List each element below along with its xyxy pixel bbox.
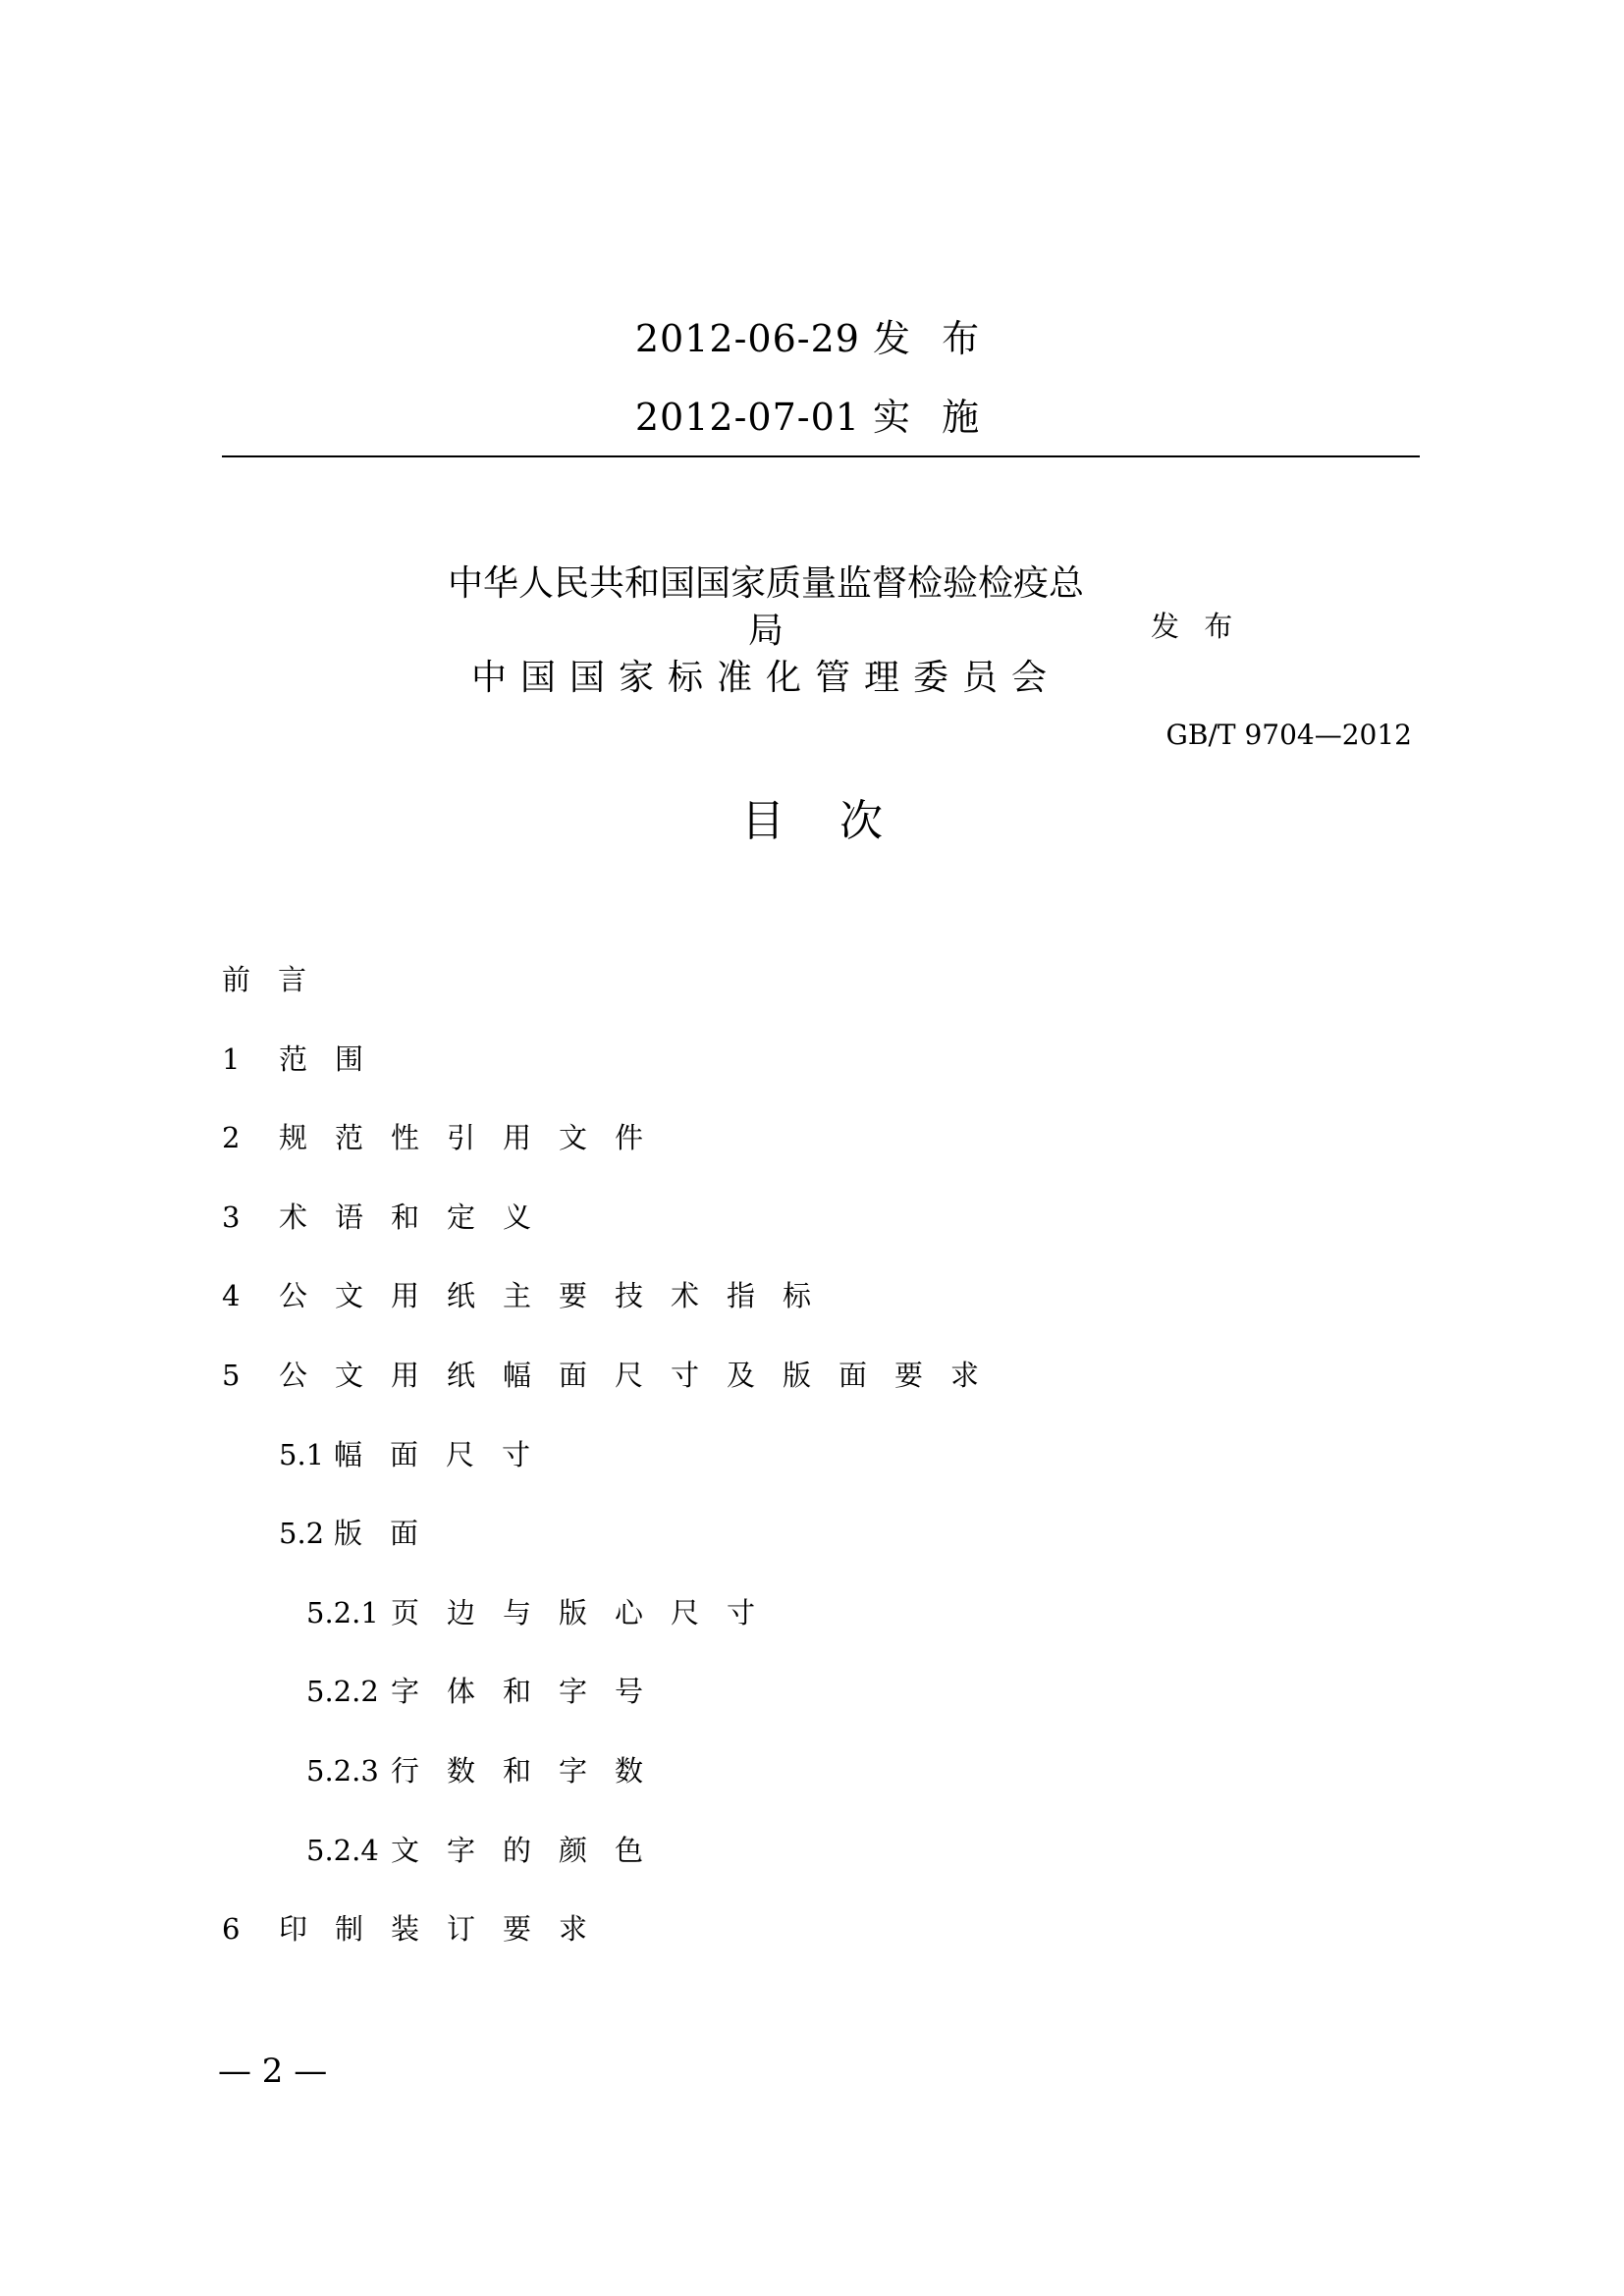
- toc-entry: [222, 1907, 615, 1948]
- toc-entry-number: 5: [222, 1359, 241, 1392]
- header-divider: [222, 455, 1420, 457]
- toc-entry-number: 2: [222, 1121, 241, 1155]
- toc-entry-label: 公文用纸幅面尺寸及版面要求: [279, 1359, 1007, 1392]
- toc-entry-label: 术语和定义: [279, 1200, 560, 1234]
- toc-entry-label: 规范性引用文件: [279, 1121, 672, 1155]
- effective-date: 2012-07-01: [634, 396, 860, 439]
- toc-entry-number: 5.1: [279, 1437, 325, 1471]
- effective-date-line: [0, 387, 1624, 441]
- toc-entry: [222, 1116, 671, 1156]
- toc-entry-number: 4: [222, 1279, 241, 1313]
- toc-entry-label: 页边与版心尺寸: [391, 1595, 784, 1629]
- toc-entry: [222, 1196, 559, 1236]
- toc-entry-label: 幅面尺寸: [334, 1437, 559, 1471]
- toc-entry-label: 版面: [334, 1517, 447, 1551]
- toc-entry: [279, 1512, 446, 1552]
- issued-date-line: [0, 308, 1624, 362]
- toc-entry: [306, 1670, 671, 1710]
- toc-entry-number: 3: [222, 1200, 241, 1234]
- toc-entry-label: 行数和字数: [391, 1754, 672, 1788]
- toc-entry-label: 范围: [279, 1041, 392, 1076]
- issuer-sac: 中国国家标准化管理委员会: [470, 658, 1060, 698]
- toc-entry: [222, 1354, 1006, 1394]
- toc-entry-number: 5.2.3: [306, 1754, 379, 1788]
- toc-entry-label: 文字的颜色: [391, 1833, 672, 1867]
- toc-entry-number: 5.2: [279, 1517, 325, 1551]
- toc-entry: [279, 1433, 558, 1473]
- issuer-aqsiq: 中华人民共和国国家质量监督检验检疫总: [447, 563, 1084, 604]
- toc-entry-number: 6: [222, 1912, 241, 1947]
- issued-label: 发 布: [873, 317, 990, 360]
- toc-entry-label: 公文用纸主要技术指标: [279, 1279, 839, 1313]
- effective-label: 实 施: [873, 396, 990, 439]
- toc-entry-number: 5.2.2: [306, 1675, 379, 1709]
- toc-entry-number: 5.2.1: [306, 1595, 379, 1629]
- toc-entry: [222, 1274, 839, 1314]
- toc-entry-label: 前言: [222, 963, 335, 996]
- toc-entry-number: 1: [222, 1041, 241, 1076]
- toc-entry: [222, 958, 334, 998]
- page-number: — 2 —: [218, 2052, 328, 2091]
- toc-entry: [222, 1038, 391, 1078]
- publish-label: 发 布: [1151, 610, 1241, 643]
- toc-entry-label: 字体和字号: [391, 1675, 672, 1709]
- issuer-aqsiq-wrap: 局: [747, 611, 784, 651]
- toc-entry: [306, 1749, 671, 1789]
- issued-date: 2012-06-29: [634, 317, 860, 360]
- toc-entry: [306, 1591, 783, 1631]
- standard-number: GB/T 9704—2012: [1165, 719, 1412, 751]
- toc-entry-label: 印制装订要求: [279, 1912, 616, 1947]
- toc-entry-number: 5.2.4: [306, 1833, 379, 1867]
- toc-title: 目次: [741, 796, 938, 846]
- toc-entry: [306, 1829, 671, 1869]
